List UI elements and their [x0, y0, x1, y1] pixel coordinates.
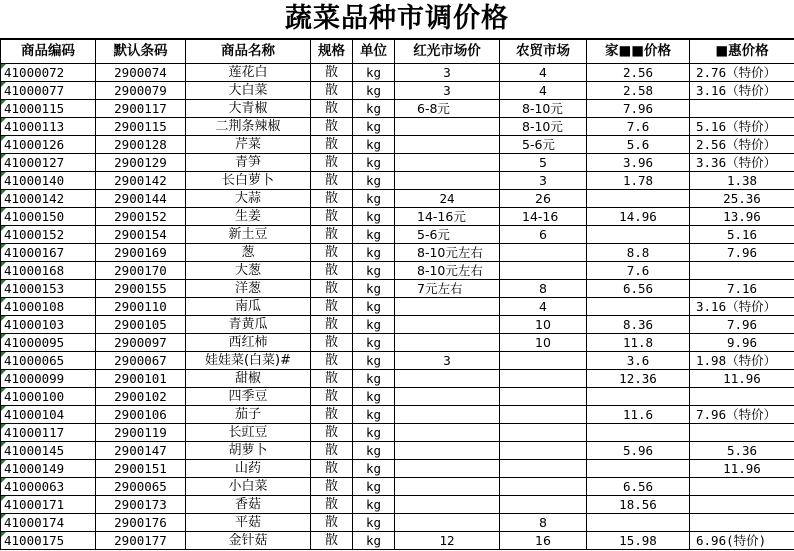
cell-nongmao-price[interactable]: 14-16: [500, 208, 587, 226]
table-row: [1, 226, 794, 244]
cell-nongmao-price[interactable]: 10: [500, 316, 587, 334]
cell-unit[interactable]: kg: [353, 190, 395, 208]
cell-code[interactable]: 41000171: [1, 496, 96, 514]
cell-barcode[interactable]: 2900173: [96, 496, 186, 514]
cell-barcode[interactable]: 2900097: [96, 334, 186, 352]
cell-code[interactable]: 41000175: [1, 532, 96, 550]
cell-hui-price[interactable]: [690, 424, 794, 442]
cell-hui-price[interactable]: 5.16: [690, 226, 794, 244]
cell-barcode[interactable]: 2900074: [96, 64, 186, 82]
cell-code[interactable]: 41000065: [1, 352, 96, 370]
cell-spec[interactable]: 散: [311, 244, 353, 262]
cell-jia-price[interactable]: 15.98: [587, 532, 690, 550]
cell-nongmao-price[interactable]: [500, 370, 587, 388]
table-row: [1, 388, 794, 406]
cell-jia-price[interactable]: [587, 514, 690, 532]
cell-unit[interactable]: kg: [353, 172, 395, 190]
cell-hui-price[interactable]: 3.16（特价）: [690, 298, 794, 316]
cell-hui-price[interactable]: 1.38: [690, 172, 794, 190]
cell-nongmao-price[interactable]: 3: [500, 172, 587, 190]
cell-spec[interactable]: 散: [311, 280, 353, 298]
cell-jia-price[interactable]: 7.6: [587, 262, 690, 280]
cell-spec[interactable]: 散: [311, 352, 353, 370]
cell-hui-price[interactable]: [690, 262, 794, 280]
table-row: [1, 244, 794, 262]
cell-hui-price[interactable]: [690, 478, 794, 496]
cell-jia-price[interactable]: [587, 298, 690, 316]
cell-spec[interactable]: 散: [311, 100, 353, 118]
cell-jia-price[interactable]: [587, 460, 690, 478]
table-row: [1, 442, 794, 460]
table-row: [1, 190, 794, 208]
cell-barcode[interactable]: 2900142: [96, 172, 186, 190]
header-code[interactable]: 商品编码: [1, 40, 96, 64]
cell-hongguang-price[interactable]: [395, 334, 500, 352]
cell-hui-price[interactable]: 5.36: [690, 442, 794, 460]
cell-code[interactable]: 41000174: [1, 514, 96, 532]
cell-hui-price[interactable]: 6.96(特价): [690, 532, 794, 550]
cell-code[interactable]: 41000150: [1, 208, 96, 226]
cell-spec[interactable]: 散: [311, 118, 353, 136]
cell-jia-price[interactable]: 11.8: [587, 334, 690, 352]
cell-barcode[interactable]: 2900117: [96, 100, 186, 118]
cell-hongguang-price[interactable]: 12: [395, 532, 500, 550]
cell-unit[interactable]: kg: [353, 244, 395, 262]
header-spec[interactable]: 规格: [311, 40, 353, 64]
table-row: [1, 262, 794, 280]
cell-name[interactable]: 葱: [186, 244, 311, 262]
cell-spec[interactable]: 散: [311, 406, 353, 424]
table-row: [1, 118, 794, 136]
cell-name[interactable]: 南瓜: [186, 298, 311, 316]
table-row: [1, 154, 794, 172]
cell-spec[interactable]: 散: [311, 64, 353, 82]
cell-name[interactable]: 莲花白: [186, 64, 311, 82]
cell-barcode[interactable]: 2900115: [96, 118, 186, 136]
cell-name[interactable]: 二荆条辣椒: [186, 118, 311, 136]
cell-barcode[interactable]: 2900067: [96, 352, 186, 370]
cell-hongguang-price[interactable]: [395, 460, 500, 478]
cell-jia-price[interactable]: 5.6: [587, 136, 690, 154]
cell-code[interactable]: 41000099: [1, 370, 96, 388]
cell-nongmao-price[interactable]: 5: [500, 154, 587, 172]
cell-spec[interactable]: 散: [311, 496, 353, 514]
cell-nongmao-price[interactable]: [500, 262, 587, 280]
cell-jia-price[interactable]: 8.8: [587, 244, 690, 262]
cell-unit[interactable]: kg: [353, 82, 395, 100]
cell-nongmao-price[interactable]: [500, 442, 587, 460]
cell-jia-price[interactable]: 7.6: [587, 118, 690, 136]
cell-hongguang-price[interactable]: [395, 442, 500, 460]
header-row: [1, 40, 794, 64]
table-row: [1, 514, 794, 532]
cell-barcode[interactable]: 2900102: [96, 388, 186, 406]
cell-barcode[interactable]: 2900154: [96, 226, 186, 244]
cell-hongguang-price[interactable]: [395, 370, 500, 388]
cell-jia-price[interactable]: 12.36: [587, 370, 690, 388]
cell-code[interactable]: 41000126: [1, 136, 96, 154]
cell-name[interactable]: 洋葱: [186, 280, 311, 298]
cell-unit[interactable]: kg: [353, 64, 395, 82]
cell-code[interactable]: 41000167: [1, 244, 96, 262]
cell-name[interactable]: 长豇豆: [186, 424, 311, 442]
cell-hongguang-price[interactable]: 24: [395, 190, 500, 208]
header-unit[interactable]: 单位: [353, 40, 395, 64]
cell-hongguang-price[interactable]: 7元左右: [395, 280, 500, 298]
cell-unit[interactable]: kg: [353, 370, 395, 388]
cell-nongmao-price[interactable]: 5-6元: [500, 136, 587, 154]
cell-jia-price[interactable]: 8.36: [587, 316, 690, 334]
cell-jia-price[interactable]: 7.96: [587, 100, 690, 118]
cell-name[interactable]: 平菇: [186, 514, 311, 532]
cell-name[interactable]: 新土豆: [186, 226, 311, 244]
cell-hui-price[interactable]: [690, 388, 794, 406]
cell-barcode[interactable]: 2900128: [96, 136, 186, 154]
cell-jia-price[interactable]: 18.56: [587, 496, 690, 514]
cell-hongguang-price[interactable]: [395, 424, 500, 442]
cell-hui-price[interactable]: 3.36（特价）: [690, 154, 794, 172]
cell-unit[interactable]: kg: [353, 100, 395, 118]
cell-hui-price[interactable]: 5.16（特价）: [690, 118, 794, 136]
cell-barcode[interactable]: 2900119: [96, 424, 186, 442]
cell-code[interactable]: 41000108: [1, 298, 96, 316]
cell-hongguang-price[interactable]: 8-10元左右: [395, 262, 500, 280]
cell-unit[interactable]: kg: [353, 226, 395, 244]
cell-name[interactable]: 大葱: [186, 262, 311, 280]
cell-hongguang-price[interactable]: 3: [395, 82, 500, 100]
cell-hui-price[interactable]: [690, 100, 794, 118]
cell-nongmao-price[interactable]: [500, 388, 587, 406]
cell-hongguang-price[interactable]: [395, 388, 500, 406]
cell-jia-price[interactable]: [587, 424, 690, 442]
cell-code[interactable]: 41000140: [1, 172, 96, 190]
cell-hongguang-price[interactable]: 3: [395, 352, 500, 370]
cell-barcode[interactable]: 2900101: [96, 370, 186, 388]
cell-barcode[interactable]: 2900105: [96, 316, 186, 334]
header-hongguang-price[interactable]: 红光市场价: [395, 40, 500, 64]
cell-spec[interactable]: 散: [311, 226, 353, 244]
cell-nongmao-price[interactable]: 10: [500, 334, 587, 352]
table-row: [1, 424, 794, 442]
table-row: [1, 82, 794, 100]
cell-spec[interactable]: 散: [311, 442, 353, 460]
cell-spec[interactable]: 散: [311, 424, 353, 442]
cell-name[interactable]: 大青椒: [186, 100, 311, 118]
cell-barcode[interactable]: 2900170: [96, 262, 186, 280]
cell-code[interactable]: 41000100: [1, 388, 96, 406]
cell-spec[interactable]: 散: [311, 262, 353, 280]
cell-hongguang-price[interactable]: [395, 316, 500, 334]
cell-unit[interactable]: kg: [353, 154, 395, 172]
cell-spec[interactable]: 散: [311, 316, 353, 334]
cell-code[interactable]: 41000104: [1, 406, 96, 424]
cell-name[interactable]: 娃娃菜(白菜)#: [186, 352, 311, 370]
cell-hui-price[interactable]: 13.96: [690, 208, 794, 226]
cell-hui-price[interactable]: 7.96: [690, 244, 794, 262]
cell-name[interactable]: 香菇: [186, 496, 311, 514]
cell-nongmao-price[interactable]: 4: [500, 82, 587, 100]
cell-hongguang-price[interactable]: 3: [395, 64, 500, 82]
table-row: [1, 352, 794, 370]
cell-hui-price[interactable]: 1.98（特价）: [690, 352, 794, 370]
table-row: [1, 478, 794, 496]
cell-unit[interactable]: kg: [353, 298, 395, 316]
cell-hui-price[interactable]: [690, 514, 794, 532]
cell-jia-price[interactable]: 2.58: [587, 82, 690, 100]
cell-unit[interactable]: kg: [353, 316, 395, 334]
cell-spec[interactable]: 散: [311, 172, 353, 190]
cell-unit[interactable]: kg: [353, 388, 395, 406]
cell-name[interactable]: 西红柿: [186, 334, 311, 352]
cell-code[interactable]: 41000072: [1, 64, 96, 82]
cell-hui-price[interactable]: [690, 496, 794, 514]
cell-nongmao-price[interactable]: 4: [500, 298, 587, 316]
cell-jia-price[interactable]: 3.6: [587, 352, 690, 370]
cell-unit[interactable]: kg: [353, 442, 395, 460]
cell-hui-price[interactable]: 9.96: [690, 334, 794, 352]
cell-barcode[interactable]: 2900176: [96, 514, 186, 532]
header-hui-price[interactable]: ■惠价格: [690, 40, 794, 64]
cell-hongguang-price[interactable]: [395, 496, 500, 514]
cell-hongguang-price[interactable]: [395, 118, 500, 136]
header-jia-price[interactable]: 家■■价格: [587, 40, 690, 64]
cell-spec[interactable]: 散: [311, 208, 353, 226]
cell-barcode[interactable]: 2900147: [96, 442, 186, 460]
header-name[interactable]: 商品名称: [186, 40, 311, 64]
table-row: [1, 406, 794, 424]
cell-code[interactable]: 41000103: [1, 316, 96, 334]
table-row: [1, 334, 794, 352]
cell-barcode[interactable]: 2900151: [96, 460, 186, 478]
cell-hongguang-price[interactable]: 6-8元: [395, 100, 500, 118]
cell-nongmao-price[interactable]: 8-10元: [500, 100, 587, 118]
table-row: [1, 136, 794, 154]
cell-spec[interactable]: 散: [311, 82, 353, 100]
cell-hui-price[interactable]: 2.76（特价）: [690, 64, 794, 82]
cell-code[interactable]: 41000152: [1, 226, 96, 244]
cell-spec[interactable]: 散: [311, 370, 353, 388]
cell-nongmao-price[interactable]: 6: [500, 226, 587, 244]
table-row: [1, 496, 794, 514]
cell-name[interactable]: 四季豆: [186, 388, 311, 406]
cell-name[interactable]: 大蒜: [186, 190, 311, 208]
cell-hongguang-price[interactable]: 14-16元: [395, 208, 500, 226]
cell-name[interactable]: 芹菜: [186, 136, 311, 154]
table-row: [1, 280, 794, 298]
cell-hongguang-price[interactable]: [395, 514, 500, 532]
cell-code[interactable]: 41000145: [1, 442, 96, 460]
cell-name[interactable]: 甜椒: [186, 370, 311, 388]
cell-unit[interactable]: kg: [353, 208, 395, 226]
table-row: [1, 208, 794, 226]
cell-nongmao-price[interactable]: 26: [500, 190, 587, 208]
cell-barcode[interactable]: 2900152: [96, 208, 186, 226]
cell-jia-price[interactable]: 2.56: [587, 64, 690, 82]
cell-name[interactable]: 长白萝卜: [186, 172, 311, 190]
cell-spec[interactable]: 散: [311, 190, 353, 208]
cell-name[interactable]: 金针菇: [186, 532, 311, 550]
cell-unit[interactable]: kg: [353, 262, 395, 280]
cell-code[interactable]: 41000095: [1, 334, 96, 352]
cell-unit[interactable]: kg: [353, 514, 395, 532]
cell-spec[interactable]: 散: [311, 514, 353, 532]
cell-unit[interactable]: kg: [353, 280, 395, 298]
cell-spec[interactable]: 散: [311, 388, 353, 406]
cell-hui-price[interactable]: 7.96（特价）: [690, 406, 794, 424]
cell-nongmao-price[interactable]: [500, 478, 587, 496]
cell-jia-price[interactable]: 5.96: [587, 442, 690, 460]
table-row: [1, 172, 794, 190]
cell-unit[interactable]: kg: [353, 118, 395, 136]
cell-code[interactable]: 41000168: [1, 262, 96, 280]
cell-jia-price[interactable]: 6.56: [587, 478, 690, 496]
cell-code[interactable]: 41000127: [1, 154, 96, 172]
cell-nongmao-price[interactable]: [500, 460, 587, 478]
cell-unit[interactable]: kg: [353, 532, 395, 550]
cell-nongmao-price[interactable]: [500, 496, 587, 514]
cell-jia-price[interactable]: [587, 226, 690, 244]
cell-code[interactable]: 41000115: [1, 100, 96, 118]
sheet-title: 蔬菜品种市调价格: [0, 0, 794, 39]
table-row: [1, 100, 794, 118]
cell-jia-price[interactable]: 3.96: [587, 154, 690, 172]
cell-unit[interactable]: kg: [353, 496, 395, 514]
cell-unit[interactable]: kg: [353, 406, 395, 424]
cell-barcode[interactable]: 2900110: [96, 298, 186, 316]
cell-spec[interactable]: 散: [311, 298, 353, 316]
cell-code[interactable]: 41000149: [1, 460, 96, 478]
table-row: [1, 64, 794, 82]
header-barcode[interactable]: 默认条码: [96, 40, 186, 64]
cell-code[interactable]: 41000113: [1, 118, 96, 136]
cell-nongmao-price[interactable]: [500, 424, 587, 442]
cell-name[interactable]: 山药: [186, 460, 311, 478]
cell-spec[interactable]: 散: [311, 532, 353, 550]
cell-name[interactable]: 生姜: [186, 208, 311, 226]
cell-name[interactable]: 小白菜: [186, 478, 311, 496]
cell-code[interactable]: 41000117: [1, 424, 96, 442]
table-row: [1, 316, 794, 334]
cell-name[interactable]: 胡萝卜: [186, 442, 311, 460]
cell-nongmao-price[interactable]: [500, 244, 587, 262]
cell-hongguang-price[interactable]: [395, 478, 500, 496]
cell-unit[interactable]: kg: [353, 136, 395, 154]
cell-nongmao-price[interactable]: 4: [500, 64, 587, 82]
table-row: [1, 370, 794, 388]
cell-spec[interactable]: 散: [311, 460, 353, 478]
cell-unit[interactable]: kg: [353, 478, 395, 496]
cell-barcode[interactable]: 2900144: [96, 190, 186, 208]
cell-hongguang-price[interactable]: [395, 154, 500, 172]
cell-barcode[interactable]: 2900177: [96, 532, 186, 550]
cell-barcode[interactable]: 2900169: [96, 244, 186, 262]
cell-barcode[interactable]: 2900079: [96, 82, 186, 100]
cell-barcode[interactable]: 2900106: [96, 406, 186, 424]
cell-code[interactable]: 41000142: [1, 190, 96, 208]
cell-hui-price[interactable]: 2.56（特价）: [690, 136, 794, 154]
cell-barcode[interactable]: 2900129: [96, 154, 186, 172]
cell-jia-price[interactable]: 11.6: [587, 406, 690, 424]
cell-code[interactable]: 41000063: [1, 478, 96, 496]
header-nongmao-price[interactable]: 农贸市场: [500, 40, 587, 64]
cell-hongguang-price[interactable]: 8-10元左右: [395, 244, 500, 262]
cell-nongmao-price[interactable]: 8: [500, 514, 587, 532]
cell-hui-price[interactable]: 7.16: [690, 280, 794, 298]
cell-nongmao-price[interactable]: [500, 406, 587, 424]
cell-jia-price[interactable]: 6.56: [587, 280, 690, 298]
cell-hui-price[interactable]: 25.36: [690, 190, 794, 208]
cell-spec[interactable]: 散: [311, 154, 353, 172]
cell-hui-price[interactable]: 3.16（特价）: [690, 82, 794, 100]
cell-name[interactable]: 青黄瓜: [186, 316, 311, 334]
cell-nongmao-price[interactable]: 8: [500, 280, 587, 298]
cell-code[interactable]: 41000153: [1, 280, 96, 298]
cell-hongguang-price[interactable]: [395, 406, 500, 424]
cell-nongmao-price[interactable]: 16: [500, 532, 587, 550]
cell-unit[interactable]: kg: [353, 334, 395, 352]
cell-nongmao-price[interactable]: 8-10元: [500, 118, 587, 136]
cell-code[interactable]: 41000077: [1, 82, 96, 100]
cell-jia-price[interactable]: 1.78: [587, 172, 690, 190]
cell-hongguang-price[interactable]: 5-6元: [395, 226, 500, 244]
cell-barcode[interactable]: 2900155: [96, 280, 186, 298]
cell-barcode[interactable]: 2900065: [96, 478, 186, 496]
cell-name[interactable]: 茄子: [186, 406, 311, 424]
cell-hui-price[interactable]: 11.96: [690, 460, 794, 478]
cell-hui-price[interactable]: 11.96: [690, 370, 794, 388]
cell-hongguang-price[interactable]: [395, 172, 500, 190]
table-row: [1, 298, 794, 316]
cell-unit[interactable]: kg: [353, 424, 395, 442]
cell-name[interactable]: 大白菜: [186, 82, 311, 100]
cell-unit[interactable]: kg: [353, 460, 395, 478]
cell-spec[interactable]: 散: [311, 478, 353, 496]
cell-hui-price[interactable]: 7.96: [690, 316, 794, 334]
table-body: [1, 64, 794, 550]
cell-nongmao-price[interactable]: [500, 352, 587, 370]
cell-spec[interactable]: 散: [311, 334, 353, 352]
cell-unit[interactable]: kg: [353, 352, 395, 370]
cell-spec[interactable]: 散: [311, 136, 353, 154]
cell-jia-price[interactable]: [587, 388, 690, 406]
cell-hongguang-price[interactable]: [395, 136, 500, 154]
table-row: [1, 460, 794, 478]
cell-jia-price[interactable]: [587, 190, 690, 208]
cell-name[interactable]: 青笋: [186, 154, 311, 172]
table-row: [1, 532, 794, 550]
price-table: [0, 39, 794, 550]
cell-hongguang-price[interactable]: [395, 298, 500, 316]
cell-jia-price[interactable]: 14.96: [587, 208, 690, 226]
